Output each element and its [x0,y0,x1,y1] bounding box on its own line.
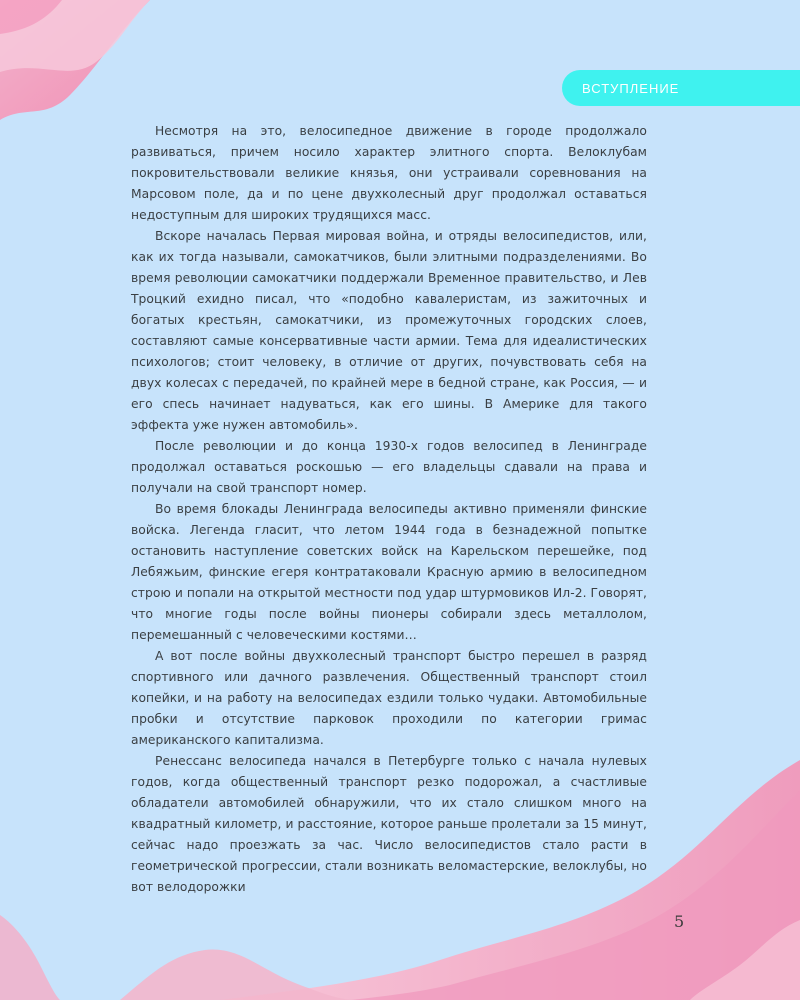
paragraph: Вскоре началась Первая мировая война, и отряды велосипедистов, или, как их тогда называли, самокатчиков, были элитными подразделениями. Во время революции самокатчики поддержали Временное правительство, и Лев Троцкий ехидно писал, что «подобно кавалеристам, из зажиточных и богатых крестьян, самокатчики, из промежуточных городских слоев, составляют самые консервативные части армии. Тема для идеалистических психологов; стоит человеку, в отличие от других, почувствовать себя на двух колесах с передачей, по крайней мере в бедной стране, как Россия, — и его спесь начинает надуваться, как его шины. В Америке для такого эффекта уже нужен автомобиль». [131,229,647,432]
section-label: ВСТУПЛЕНИЕ [582,80,680,96]
paragraph: Несмотря на это, велосипедное движение в городе продолжало развиваться, причем носило характер элитного спорта. Велоклубам покровительствовали великие князья, они устраивали соревнования на Марсовом поле, да и по цене двухколесный друг продолжал оставаться недоступным для широких трудящихся масс. [131,124,647,222]
paragraph: Ренессанс велосипеда начался в Петербурге только с начала нулевых годов, когда общественный транспорт резко подорожал, а счастливые обладатели автомобилей обнаружили, что их стало слишком много на квадратный километр, и расстояние, которое раньше пролетали за 15 минут, сейчас надо проезжать за час. Число велосипедистов стало расти в геометрической прогрессии, стали возникать веломастерские, велоклубы, но вот велодорожки [131,754,647,894]
page-number: 5 [674,912,685,931]
paragraph: После революции и до конца 1930-х годов велосипед в Ленинграде продолжал оставаться роскошью — его владельцы сдавали на права и получали на свой транспорт номер. [131,439,647,495]
paragraph: А вот после войны двухколесный транспорт быстро перешел в разряд спортивного или дачного развлечения. Общественный транспорт стоил копейки, и на работу на велосипедах ездили только чудаки. Автомобильные пробки и отсутствие парковок проходили по категории гримас американского капитализма. [131,649,647,747]
section-tab [562,70,800,106]
paragraph: Во время блокады Ленинграда велосипеды активно применяли финские войска. Легенда гласит, что летом 1944 года в безнадежной попытке остановить наступление советских войск на Карельском перешейке, под Лебяжьим, финские егеря контратаковали Красную армию в велосипедном строю и попали на открытой местности под удар штурмовиков Ил-2. Говорят, что многие годы после войны пионеры собирали здесь металлолом, перемешанный с человеческими костями… [131,502,647,642]
main-text [131,121,647,898]
